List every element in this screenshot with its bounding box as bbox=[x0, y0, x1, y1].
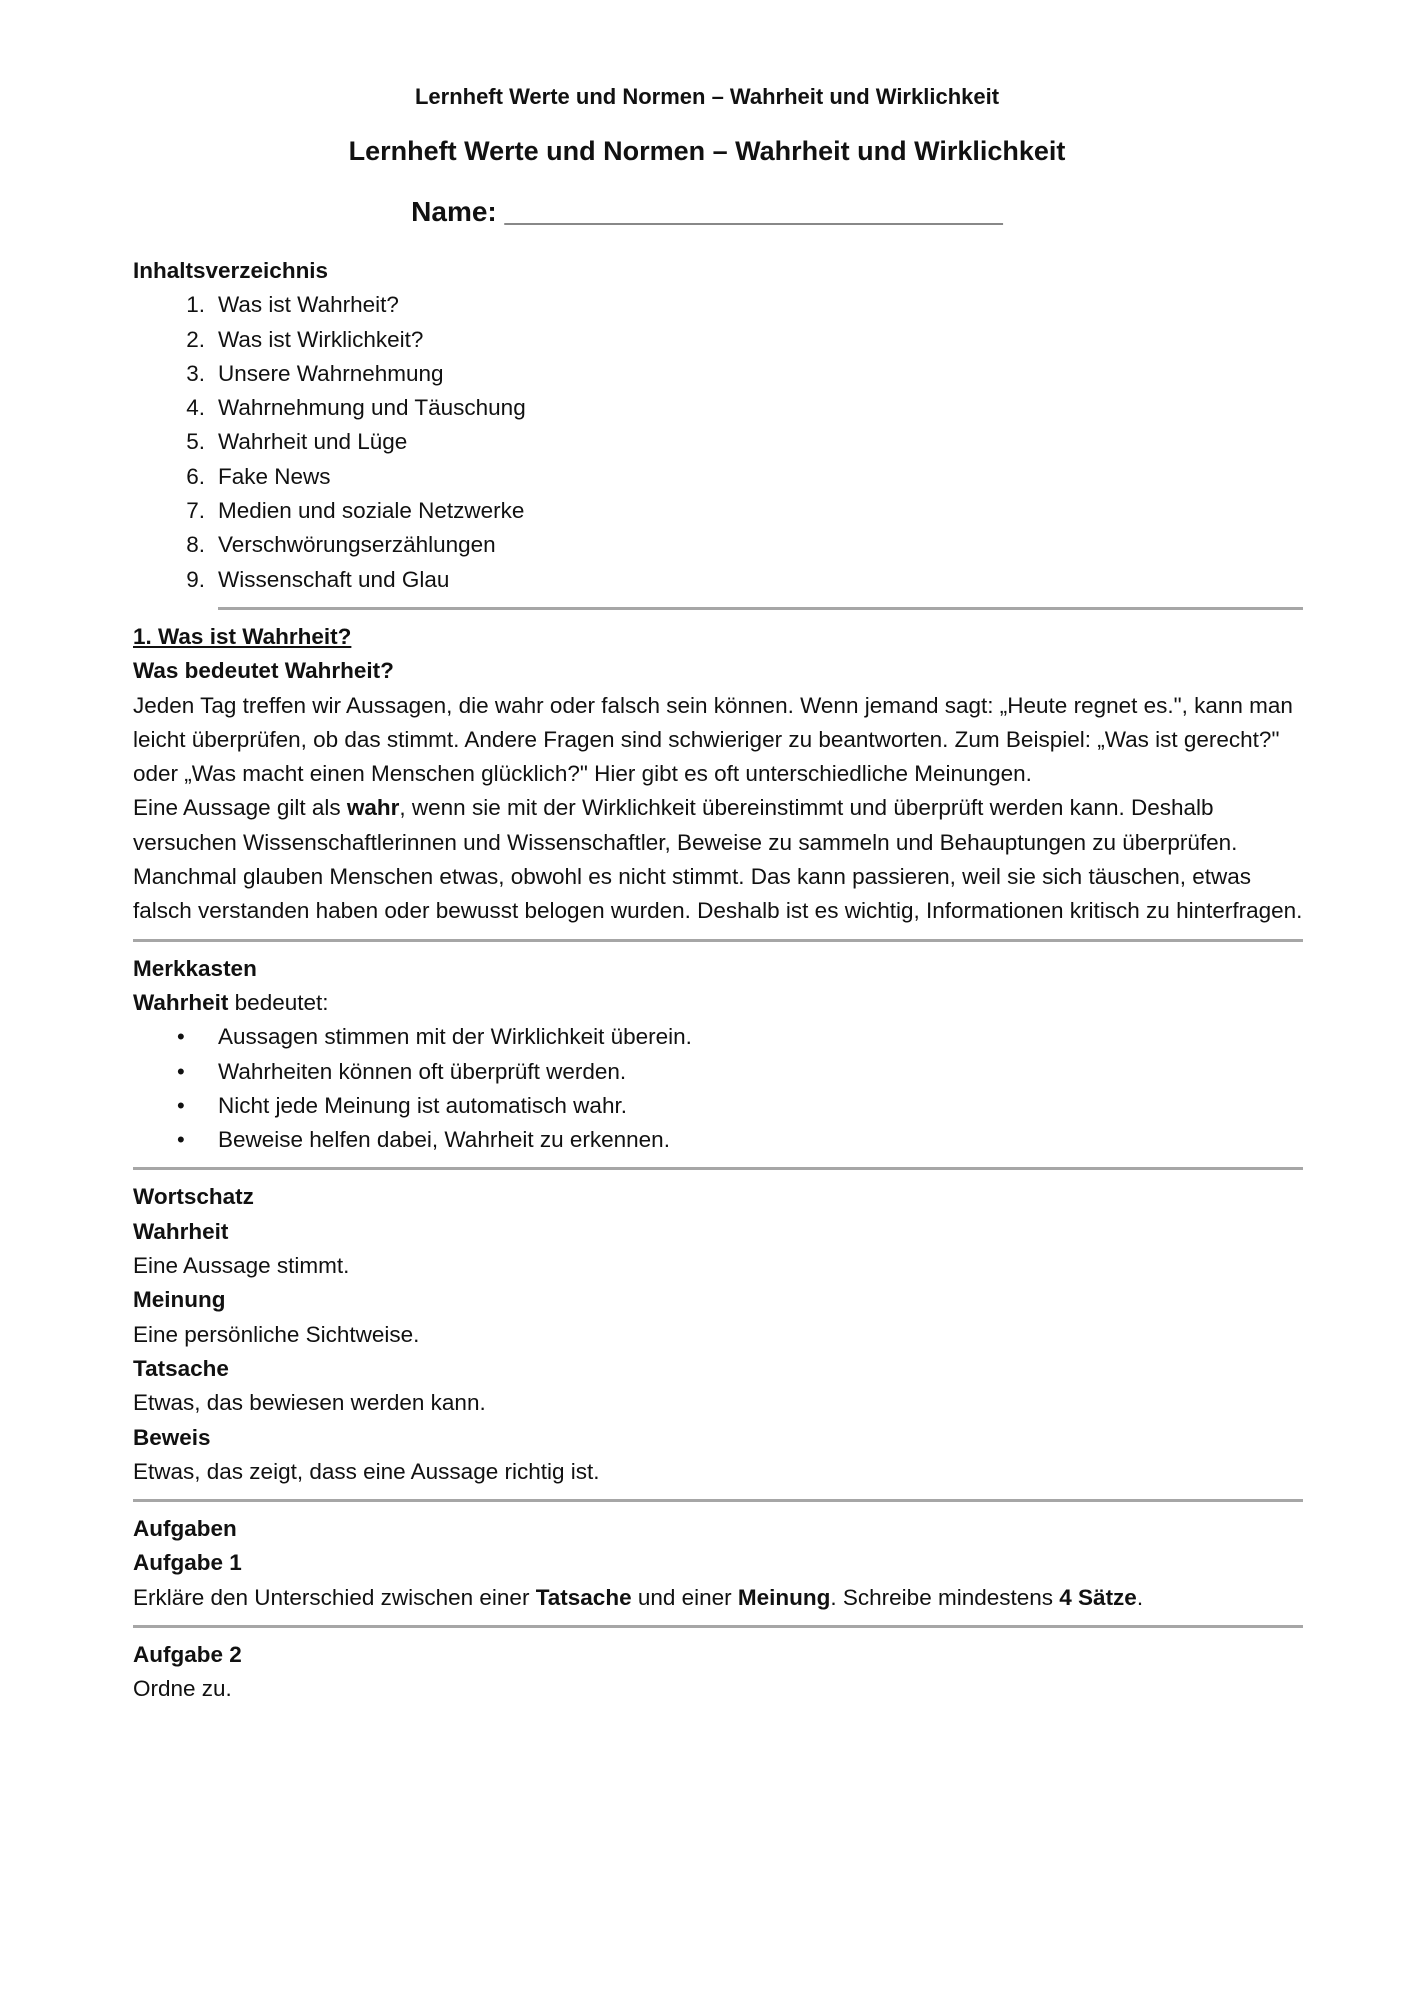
toc-item bbox=[133, 288, 1303, 322]
section-subheading: Was bedeutet Wahrheit? bbox=[133, 658, 394, 684]
toc-item bbox=[133, 391, 1303, 425]
section-heading: 1. Was ist Wahrheit? bbox=[133, 623, 352, 649]
toc-number: 5. bbox=[186, 429, 205, 455]
content bbox=[133, 254, 1303, 1707]
vocab-definition: Etwas, das bewiesen werden kann. bbox=[133, 1390, 486, 1416]
vocab-definition: Eine persönliche Sichtweise. bbox=[133, 1321, 420, 1347]
paragraph bbox=[133, 791, 1303, 928]
toc-number: 8. bbox=[186, 532, 205, 558]
bold-term: Meinung bbox=[737, 1584, 831, 1610]
task-2-text: Ordne zu. bbox=[133, 1676, 232, 1702]
divider bbox=[133, 939, 1303, 942]
wortschatz-heading: Wortschatz bbox=[133, 1184, 254, 1210]
list-item: • Wahrheiten können oft überprüft werden. bbox=[133, 1055, 1303, 1089]
list-item: • Aussagen stimmen mit der Wirklichkeit überein. bbox=[133, 1020, 1303, 1054]
toc-number: 7. bbox=[186, 498, 205, 524]
merkkasten-intro bbox=[133, 986, 1303, 1020]
toc-number: 1. bbox=[186, 292, 205, 318]
vocab-definition: Etwas, das zeigt, dass eine Aussage richtig ist. bbox=[133, 1458, 600, 1484]
toc-number: 4. bbox=[186, 395, 205, 421]
bold-term: wahr bbox=[346, 795, 400, 821]
toc-item bbox=[133, 494, 1303, 528]
toc-label: Was ist Wahrheit? bbox=[218, 292, 399, 318]
toc-label: Unsere Wahrnehmung bbox=[218, 360, 444, 386]
paragraph: Jeden Tag treffen wir Aussagen, die wahr oder falsch sein können. Wenn jemand sagt: „Heute regnet es.", kann man leicht überprüfen, ob das stimmt. Andere Fragen sind schwieriger zu beantworten. Zum Beispiel: „Was ist gerecht?" oder „Was macht einen Menschen glücklich?" Hier gibt es oft unterschiedliche Meinungen. bbox=[133, 692, 1293, 787]
toc-number: 9. bbox=[186, 566, 205, 592]
toc-item bbox=[133, 323, 1303, 357]
toc-label: Wissenschaft und Glau bbox=[218, 566, 450, 592]
divider bbox=[133, 1499, 1303, 1502]
bold-term: 4 Sätze bbox=[1059, 1584, 1137, 1610]
toc-number: 2. bbox=[186, 326, 205, 352]
bold-term: Wahrheit bbox=[133, 989, 229, 1015]
text-span: , wenn sie mit der Wirklichkeit übereinstimmt und überprüft werden kann. Deshalb versuchen Wissenschaftlerinnen und Wissenschaftler, Beweise zu sammeln und Behauptungen zu überprüfen. Manchmal glauben Menschen etwas, obwohl es nicht stimmt. Das kann passieren, weil sie sich täuschen, etwas falsch verstanden haben oder bewusst belogen wurden. Deshalb ist es wichtig, Informationen kritisch zu hinterfragen. bbox=[133, 795, 1303, 924]
toc-label: Wahrnehmung und Täuschung bbox=[218, 395, 526, 421]
merkkasten-heading: Merkkasten bbox=[133, 955, 257, 981]
text-span: . Schreibe mindestens bbox=[830, 1584, 1060, 1610]
toc-number: 3. bbox=[186, 360, 205, 386]
list-item: • Beweise helfen dabei, Wahrheit zu erkennen. bbox=[133, 1123, 1303, 1157]
merkkasten-list bbox=[133, 1020, 1303, 1157]
toc-item bbox=[133, 357, 1303, 391]
task-1-heading: Aufgabe 1 bbox=[133, 1550, 242, 1576]
toc-label: Fake News bbox=[218, 463, 331, 489]
toc-item bbox=[133, 563, 1303, 597]
text-span: bedeutet: bbox=[228, 989, 329, 1015]
text-span: und einer bbox=[631, 1584, 738, 1610]
vocab-definition: Eine Aussage stimmt. bbox=[133, 1253, 350, 1279]
name-field-line: Name: ________________________________ bbox=[411, 196, 1003, 227]
toc-label: Was ist Wirklichkeit? bbox=[218, 326, 424, 352]
text-span: Erkläre den Unterschied zwischen einer bbox=[133, 1584, 536, 1610]
vocab-term: Beweis bbox=[133, 1424, 211, 1450]
divider bbox=[133, 1625, 1303, 1628]
toc-item bbox=[133, 425, 1303, 459]
aufgaben-heading: Aufgaben bbox=[133, 1516, 237, 1542]
page-header: Lernheft Werte und Normen – Wahrheit und Wirklichkeit bbox=[414, 84, 1000, 109]
toc-label: Wahrheit und Lüge bbox=[218, 429, 408, 455]
bold-term: Tatsache bbox=[535, 1584, 632, 1610]
list-item: • Nicht jede Meinung ist automatisch wahr. bbox=[133, 1089, 1303, 1123]
task-2-heading: Aufgabe 2 bbox=[133, 1641, 242, 1667]
toc-label: Verschwörungserzählungen bbox=[218, 532, 496, 558]
toc-heading: Inhaltsverzeichnis bbox=[133, 258, 329, 283]
toc-number: 6. bbox=[186, 463, 205, 489]
vocab-term: Wahrheit bbox=[133, 1218, 229, 1244]
vocab-term: Meinung bbox=[133, 1287, 226, 1313]
divider bbox=[218, 607, 1303, 610]
text-span: . bbox=[1136, 1584, 1144, 1610]
text-span: Eine Aussage gilt als bbox=[133, 795, 347, 821]
vocab-term: Tatsache bbox=[133, 1355, 229, 1381]
document-title: Lernheft Werte und Normen – Wahrheit und Wirklichkeit bbox=[348, 136, 1066, 166]
toc-label: Medien und soziale Netzwerke bbox=[218, 498, 525, 524]
toc-item bbox=[133, 460, 1303, 494]
divider bbox=[133, 1167, 1303, 1170]
toc-item bbox=[133, 528, 1303, 562]
task-1-text bbox=[133, 1581, 1303, 1615]
table-of-contents bbox=[133, 288, 1303, 597]
